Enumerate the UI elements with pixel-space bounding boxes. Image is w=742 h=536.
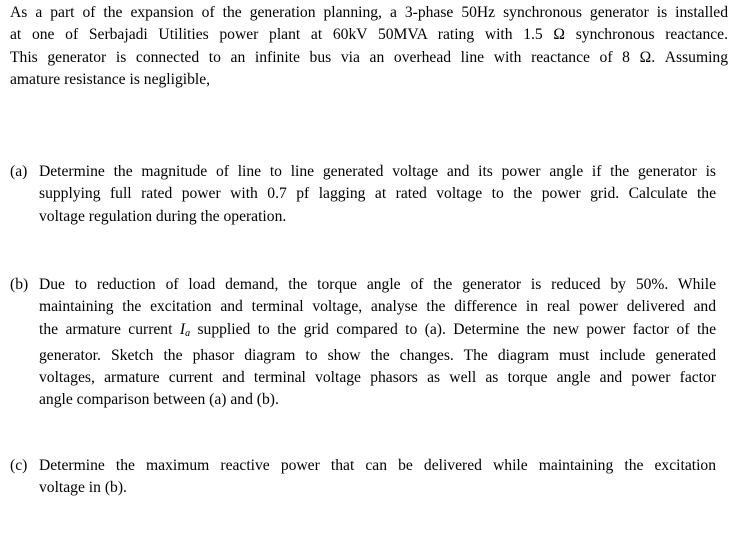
question-c-line-1 bbox=[10, 455, 716, 477]
question-b-line-3 bbox=[10, 319, 716, 345]
intro-line-3: This generator is connected to an infinite bus via an overhead line with reactance of 8 Ω. Assuming bbox=[10, 48, 728, 66]
question-b-line-1 bbox=[10, 274, 716, 296]
question-b bbox=[10, 274, 716, 412]
question-b-line-5: voltages, armature current and terminal voltage phasors as well as torque angle and power factor bbox=[39, 369, 716, 387]
question-a-line-3: voltage regulation during the operation. bbox=[39, 207, 287, 225]
question-c-label: (c) bbox=[10, 457, 28, 474]
question-b-line-6: angle comparison between (a) and (b). bbox=[39, 391, 279, 409]
question-a-line-1 bbox=[10, 161, 716, 183]
question-c-line-2: voltage in (b). bbox=[39, 479, 127, 497]
question-a-label: (a) bbox=[10, 163, 28, 180]
intro-line-1: As a part of the expansion of the generation planning, a 3-phase 50Hz synchronous generator is installed bbox=[10, 4, 728, 21]
question-c-text-1: Determine the maximum reactive power that can be delivered while maintaining the excitation bbox=[39, 457, 716, 474]
intro-paragraph bbox=[10, 2, 728, 91]
armature-current-subscript: a bbox=[185, 327, 191, 339]
question-a-text-1: Determine the magnitude of line to line generated voltage and its power angle if the generator is bbox=[39, 163, 716, 180]
question-b-line-3-post: supplied to the grid compared to (a). Determine the new power factor of the bbox=[190, 320, 716, 338]
armature-current-letter: I bbox=[179, 320, 186, 338]
intro-line-4: amature resistance is negligible, bbox=[10, 70, 211, 88]
question-b-label: (b) bbox=[10, 276, 29, 293]
armature-current-symbol bbox=[180, 321, 190, 338]
question-c bbox=[10, 455, 716, 500]
question-a bbox=[10, 161, 716, 228]
question-b-text-1: Due to reduction of load demand, the torque angle of the generator is reduced by 50%. While bbox=[39, 276, 716, 293]
intro-line-2: at one of Serbajadi Utilities power plant at 60kV 50MVA rating with 1.5 Ω synchronous reactance. bbox=[10, 26, 728, 44]
question-a-line-2: supplying full rated power with 0.7 pf lagging at rated voltage to the power grid. Calculate the bbox=[39, 185, 716, 203]
question-b-line-2: maintaining the excitation and terminal voltage, analyse the difference in real power delivered and bbox=[39, 298, 716, 316]
question-b-line-4: generator. Sketch the phasor diagram to show the changes. The diagram must include generated bbox=[39, 346, 716, 364]
question-b-line-3-pre: the armature current bbox=[39, 320, 180, 338]
